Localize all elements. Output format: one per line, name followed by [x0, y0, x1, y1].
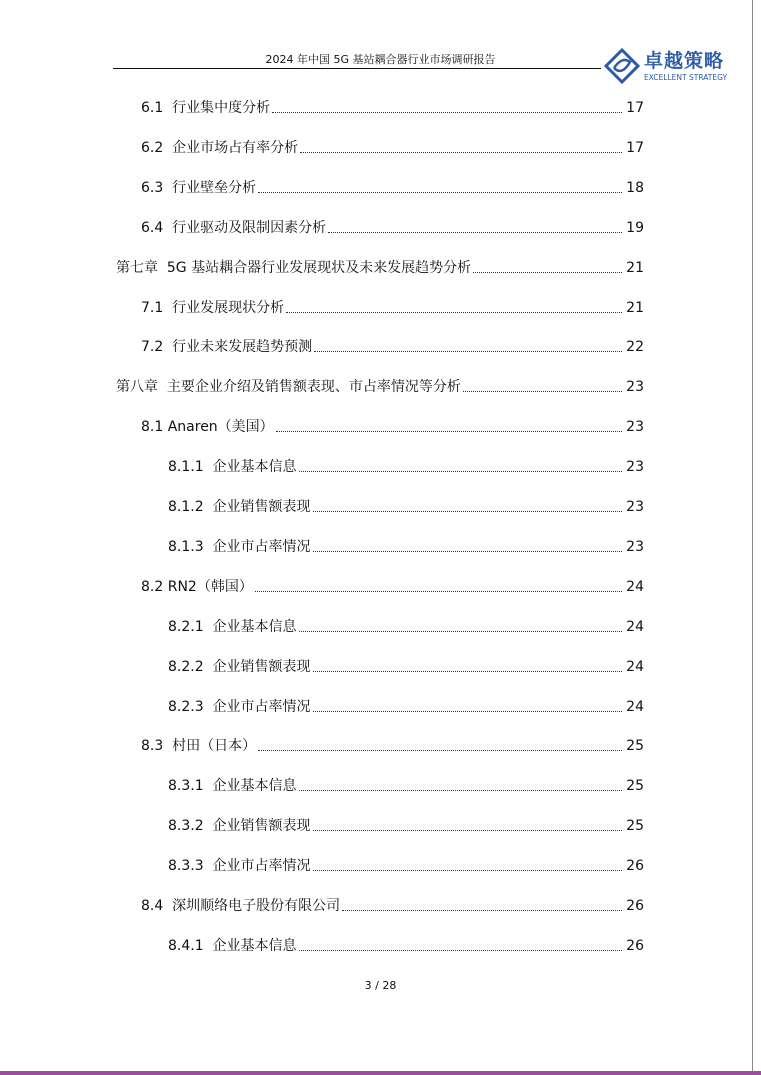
toc-entry[interactable] — [141, 417, 644, 437]
toc-entry-title[interactable]: 6.4 行业驱动及限制因素分析 — [141, 219, 327, 236]
toc-leader-dots — [463, 390, 622, 392]
toc-entry-page: 17 — [626, 139, 644, 156]
logo-text-en: EXCELLENT STRATEGY — [644, 73, 728, 82]
toc-entry[interactable] — [168, 697, 644, 717]
toc-leader-dots — [258, 749, 622, 751]
toc-entry-title[interactable]: 8.3.1 企业基本信息 — [168, 778, 297, 795]
toc-entry-page: 26 — [626, 858, 644, 875]
logo-text-cn: 卓越策略 — [644, 50, 725, 72]
toc-entry-page: 21 — [626, 299, 644, 316]
toc-entry[interactable] — [168, 497, 644, 517]
toc-leader-dots — [300, 151, 622, 153]
page-right-border — [752, 0, 753, 1072]
toc-leader-dots — [299, 470, 623, 472]
toc-entry-page: 23 — [626, 459, 644, 476]
logo-diamond-icon — [604, 48, 640, 84]
header-title: 2024 年中国 5G 基站耦合器行业市场调研报告 — [265, 53, 496, 66]
toc-entry[interactable] — [141, 736, 644, 756]
toc-entry[interactable] — [141, 178, 644, 198]
toc-entry-title[interactable]: 8.1 Anaren（美国） — [141, 419, 274, 436]
toc-entry[interactable] — [168, 457, 644, 477]
toc-entry-title[interactable]: 8.2.1 企业基本信息 — [168, 618, 297, 635]
toc-entry[interactable] — [168, 936, 644, 956]
toc-entry-title[interactable]: 8.3.3 企业市占率情况 — [168, 858, 311, 875]
toc-entry-page: 26 — [626, 898, 644, 914]
toc-entry-title[interactable]: 第八章 主要企业介绍及销售额表现、市占率情况等分析 — [116, 379, 461, 396]
toc-entry-page: 24 — [626, 578, 644, 595]
toc-leader-dots — [272, 111, 622, 113]
toc-leader-dots — [313, 710, 623, 712]
toc-entry[interactable] — [116, 377, 644, 397]
toc-entry-title[interactable]: 8.3.2 企业销售额表现 — [168, 818, 311, 835]
toc-entry-title[interactable]: 8.4 深圳顺络电子股份有限公司 — [141, 898, 341, 914]
toc-entry-page: 17 — [626, 100, 644, 116]
toc-entry[interactable] — [168, 537, 644, 557]
toc-entry[interactable] — [141, 896, 644, 916]
toc-leader-dots — [313, 670, 623, 672]
toc-entry-title[interactable]: 8.2.3 企业市占率情况 — [168, 698, 311, 715]
toc-entry[interactable] — [168, 617, 644, 637]
toc-entry-title[interactable]: 6.2 企业市场占有率分析 — [141, 139, 299, 156]
toc-entry-page: 23 — [626, 379, 644, 396]
toc-entry[interactable] — [141, 218, 644, 238]
toc-entry-title[interactable]: 6.1 行业集中度分析 — [141, 100, 271, 116]
toc-leader-dots — [276, 430, 622, 432]
page-number: 3 / 28 — [364, 979, 397, 992]
toc-leader-dots — [313, 510, 623, 512]
toc-leader-dots — [299, 630, 623, 632]
toc-leader-dots — [286, 311, 622, 313]
toc-entry-title[interactable]: 8.2 RN2（韩国） — [141, 578, 253, 595]
toc-entry[interactable] — [168, 776, 644, 796]
toc-entry-page: 22 — [626, 339, 644, 356]
toc-entry[interactable] — [141, 138, 644, 158]
toc-leader-dots — [255, 590, 622, 592]
toc-entry-title[interactable]: 8.2.2 企业销售额表现 — [168, 658, 311, 675]
toc-entry-page: 24 — [626, 658, 644, 675]
toc-entry[interactable] — [141, 98, 644, 118]
toc-entry-page: 24 — [626, 698, 644, 715]
toc-entry[interactable] — [168, 816, 644, 836]
toc-entry-title[interactable]: 8.3 村田（日本） — [141, 738, 257, 755]
toc-entry-page: 18 — [626, 179, 644, 196]
toc-leader-dots — [342, 909, 622, 911]
toc-leader-dots — [313, 550, 623, 552]
toc-leader-dots — [299, 789, 623, 791]
toc-leader-dots — [258, 191, 622, 193]
toc-entry[interactable] — [141, 298, 644, 318]
toc-entry-title[interactable]: 8.1.1 企业基本信息 — [168, 459, 297, 476]
toc-entry-page: 26 — [626, 937, 644, 954]
toc-entry[interactable] — [168, 657, 644, 677]
toc-entry-page: 23 — [626, 499, 644, 515]
header-rule — [113, 68, 601, 69]
toc-entry-title[interactable]: 8.1.3 企业市占率情况 — [168, 538, 311, 555]
toc-entry-title[interactable]: 8.1.2 企业销售额表现 — [168, 499, 311, 515]
toc-entry-title[interactable]: 8.4.1 企业基本信息 — [168, 937, 297, 954]
toc-entry[interactable] — [141, 337, 644, 357]
toc-entry[interactable] — [116, 258, 644, 278]
toc-leader-dots — [313, 869, 623, 871]
toc-entry-page: 25 — [626, 738, 644, 755]
toc-leader-dots — [299, 949, 623, 951]
toc-entry-page: 25 — [626, 818, 644, 835]
toc-entry-page: 19 — [626, 219, 644, 236]
toc-entry[interactable] — [141, 577, 644, 597]
toc-entry-title[interactable]: 6.3 行业壁垒分析 — [141, 179, 257, 196]
toc-entry-page: 25 — [626, 778, 644, 795]
toc-entry-page: 23 — [626, 538, 644, 555]
toc-entry-title[interactable]: 第七章 5G 基站耦合器行业发展现状及未来发展趋势分析 — [116, 259, 472, 276]
toc-entry-page: 21 — [626, 259, 644, 276]
toc-leader-dots — [313, 829, 623, 831]
toc-leader-dots — [328, 231, 622, 233]
toc-entry[interactable] — [168, 856, 644, 876]
toc-entry-title[interactable]: 7.2 行业未来发展趋势预测 — [141, 339, 313, 356]
toc-entry-page: 23 — [626, 419, 644, 436]
toc-entry-title[interactable]: 7.1 行业发展现状分析 — [141, 299, 285, 316]
page-bottom-border — [0, 1071, 761, 1075]
toc-entry-page: 24 — [626, 618, 644, 635]
toc-leader-dots — [314, 350, 622, 352]
toc-leader-dots — [473, 271, 622, 273]
